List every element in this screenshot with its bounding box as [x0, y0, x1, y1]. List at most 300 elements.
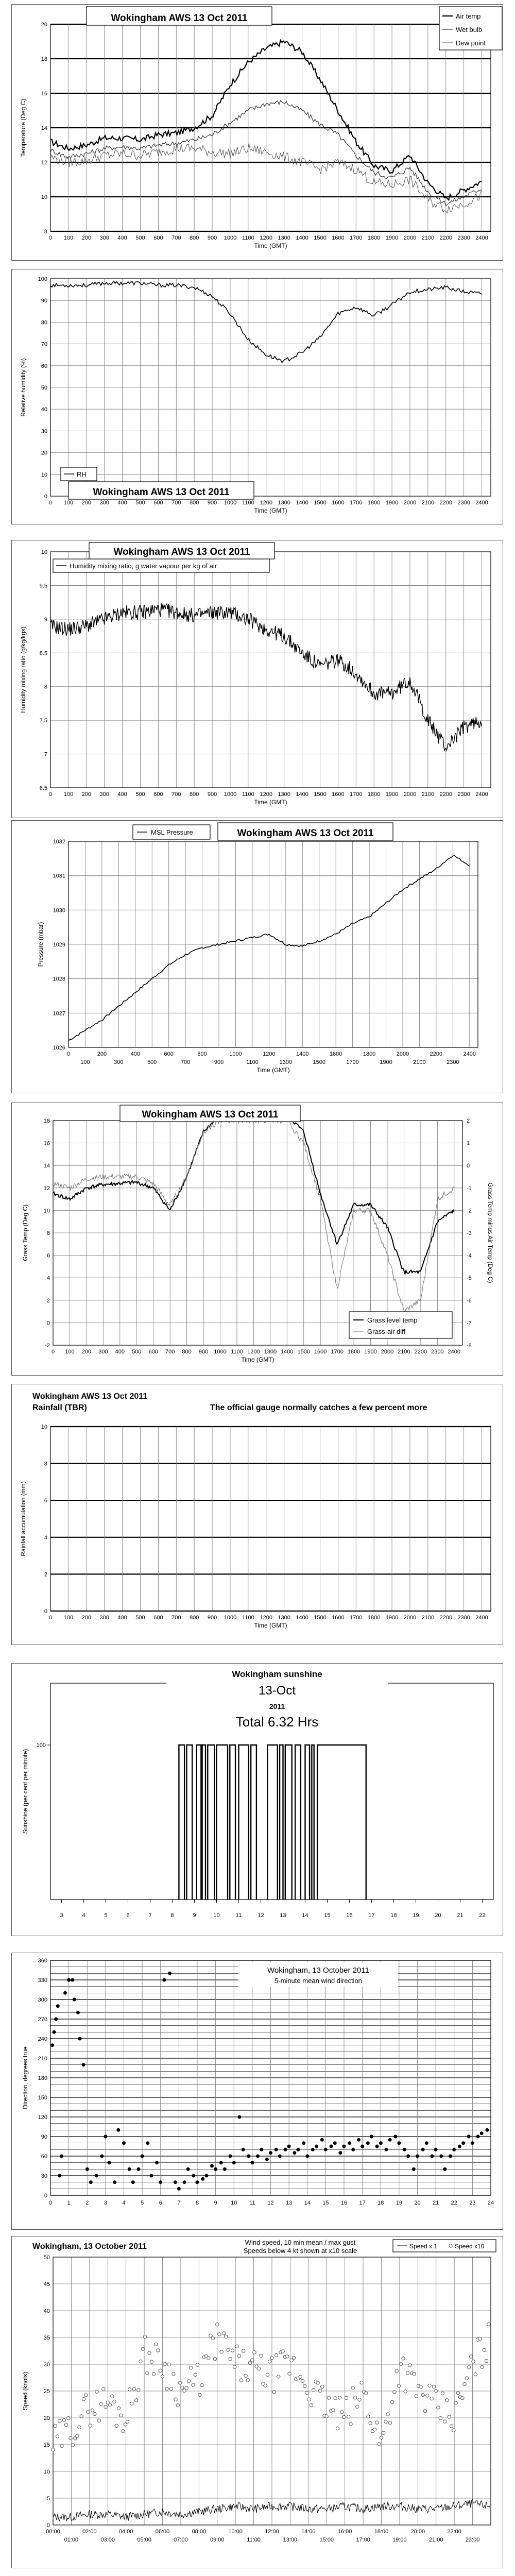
x-tick-label: 2000 — [403, 235, 417, 241]
sunshine-bar — [197, 1745, 201, 1900]
x-tick-label: 900 — [207, 500, 217, 506]
y-tick-label: 7.5 — [39, 718, 47, 724]
direction-point — [63, 1991, 67, 1995]
x-tick-label: 1100 — [231, 1349, 243, 1355]
chart-note: The official gauge normally catches a few percent more — [210, 1403, 427, 1412]
x-tick-label: 1800 — [363, 1051, 376, 1057]
direction-point — [449, 2155, 452, 2158]
speed-x10-point — [260, 2354, 263, 2357]
x-tick-label: 2200 — [430, 1051, 443, 1057]
direction-point — [89, 2180, 93, 2184]
x-tick-label: 2400 — [475, 1615, 488, 1621]
speed-x10-point — [305, 2391, 308, 2394]
x-tick-label: 300 — [99, 1615, 109, 1621]
x-tick-label: 1600 — [314, 1349, 327, 1355]
x-tick-label: 200 — [81, 791, 91, 798]
grass-temperature-chart — [12, 1103, 504, 1376]
y-tick-label: 10 — [41, 1424, 47, 1430]
direction-point — [296, 2148, 300, 2151]
speed-x10-point — [89, 2424, 92, 2427]
speed-x10-point — [244, 2374, 247, 2377]
direction-point — [113, 2180, 116, 2184]
y-tick-label: 40 — [41, 406, 47, 413]
x-tick-label: 2100 — [421, 1615, 435, 1621]
direction-point — [384, 2148, 388, 2151]
x-tick-label: 500 — [135, 235, 145, 241]
direction-point — [131, 2180, 135, 2184]
direction-point — [388, 2138, 392, 2142]
speed-x10-point — [312, 2388, 315, 2392]
legend-swatch — [449, 2244, 452, 2247]
y-tick-label: 180 — [38, 2075, 47, 2081]
y-tick-label: 4 — [44, 1534, 47, 1541]
direction-point — [250, 2161, 254, 2164]
x-tick-label: 2100 — [413, 1059, 426, 1065]
x-tick-label: 1800 — [367, 791, 381, 798]
x-tick-label: 11 — [235, 1912, 242, 1919]
x-tick-label: 500 — [147, 1059, 157, 1065]
x-tick-label: 100 — [80, 1059, 90, 1065]
y-tick-label: 6 — [46, 1252, 50, 1259]
direction-point — [284, 2148, 287, 2151]
x-tick-label: 600 — [153, 1615, 163, 1621]
direction-point — [71, 1978, 74, 1982]
x-tick-label: 900 — [198, 1349, 209, 1355]
x-tick-label: 1200 — [260, 791, 273, 798]
chart-subtitle-2: Speeds below 4 kt shown at x10 scale — [243, 2247, 357, 2255]
x-tick-label: 700 — [171, 791, 181, 798]
speed-x10-point — [456, 2392, 459, 2395]
speed-x10-point — [356, 2405, 359, 2408]
speed-x10-point — [340, 2411, 344, 2414]
direction-point — [265, 2158, 269, 2161]
temperature-chart — [12, 5, 504, 261]
x-tick-label: 05:00 — [137, 2537, 151, 2543]
x-tick-label: 1500 — [314, 235, 327, 241]
speed-x10-point — [108, 2403, 111, 2406]
x-tick-label: 13:00 — [283, 2537, 298, 2543]
speed-x10-point — [91, 2409, 94, 2412]
y2-tick-label: -6 — [467, 1297, 472, 1304]
x-tick-label: 19 — [396, 2200, 402, 2206]
direction-point — [155, 2161, 159, 2164]
x-tick-label: 9 — [193, 1912, 196, 1919]
x-tick-label: 14 — [304, 2200, 311, 2206]
y-tick-label: 8.5 — [39, 650, 47, 657]
y-tick-label: 60 — [41, 2154, 47, 2160]
x-tick-label: 200 — [81, 235, 91, 241]
legend-label: RH — [77, 470, 87, 478]
direction-point — [186, 2167, 190, 2171]
x-tick-label: 300 — [98, 1349, 108, 1355]
x-tick-label: 1100 — [242, 235, 254, 241]
direction-point — [357, 2138, 360, 2142]
x-tick-label: 21 — [457, 1912, 464, 1919]
speed-x10-point — [194, 2373, 197, 2376]
direction-point — [480, 2131, 484, 2135]
x-tick-label: 7 — [148, 1912, 152, 1919]
x-tick-label: 600 — [148, 1349, 158, 1355]
x-tick-label: 1100 — [242, 791, 254, 798]
x-tick-label: 300 — [99, 791, 109, 798]
speed-x10-point — [211, 2337, 214, 2340]
speed-x10-point — [60, 2444, 63, 2447]
speed-x10-point — [439, 2417, 442, 2420]
x-tick-label: 22 — [451, 2200, 457, 2206]
direction-point — [461, 2141, 465, 2145]
y2-tick-label: -4 — [467, 1252, 472, 1259]
speed-x10-point — [196, 2363, 199, 2366]
direction-point — [58, 2174, 61, 2178]
speed-x10-point — [342, 2415, 346, 2418]
speed-x10-point — [266, 2373, 269, 2376]
speed-x10-point — [84, 2394, 88, 2397]
x-tick-label: 1100 — [246, 1059, 259, 1065]
speed-x10-point — [406, 2371, 409, 2375]
direction-point — [287, 2145, 291, 2148]
direction-point — [305, 2155, 309, 2158]
y-tick-label: 150 — [38, 2095, 47, 2101]
direction-point — [247, 2155, 250, 2158]
x-tick-label: 14:00 — [301, 2529, 316, 2535]
x-tick-label: 1300 — [279, 1059, 293, 1065]
speed-x10-point — [64, 2424, 67, 2427]
speed-x10-point — [150, 2360, 153, 2363]
speed-x10-point — [435, 2389, 438, 2393]
x-tick-label: 1800 — [367, 1615, 381, 1621]
y2-tick-label: 2 — [467, 1118, 470, 1124]
x-tick-label: 400 — [115, 1349, 125, 1355]
speed-x10-point — [349, 2422, 352, 2426]
y-tick-label: 1028 — [53, 976, 65, 982]
x-tick-label: 1900 — [385, 791, 399, 798]
speed-x10-point — [367, 2415, 370, 2418]
x-tick-label: 1400 — [296, 235, 308, 241]
direction-point — [269, 2151, 272, 2155]
x-tick-label: 1300 — [278, 500, 290, 506]
x-tick-label: 12:00 — [265, 2529, 279, 2535]
legend-label: Air temp — [456, 12, 481, 20]
direction-point — [174, 2180, 177, 2184]
x-tick-label: 1200 — [247, 1349, 260, 1355]
x-tick-label: 2400 — [475, 235, 488, 241]
x-tick-label: 600 — [153, 235, 163, 241]
direction-point — [434, 2148, 438, 2151]
x-tick-label: 1000 — [224, 1615, 237, 1621]
speed-x10-point — [146, 2371, 149, 2375]
x-tick-label: 600 — [164, 1051, 174, 1057]
y-tick-label: 0 — [44, 494, 47, 500]
x-axis-label: Time (GMT) — [254, 1622, 287, 1629]
direction-point — [146, 2141, 149, 2145]
y-tick-label: 8 — [46, 1230, 50, 1236]
y-tick-label: 90 — [41, 2134, 47, 2140]
y-tick-label: 8 — [44, 1461, 47, 1467]
speed-x10-point — [128, 2387, 131, 2391]
speed-x10-point — [402, 2357, 405, 2360]
x-tick-label: 2400 — [448, 1349, 461, 1355]
y-tick-label: 20 — [43, 2415, 50, 2421]
x-tick-label: 5 — [141, 2200, 144, 2206]
x-tick-label: 1100 — [242, 500, 254, 506]
x-tick-label: 00:00 — [46, 2529, 60, 2535]
direction-point — [196, 2180, 199, 2184]
x-tick-label: 500 — [135, 791, 145, 798]
legend-label: Dew point — [456, 39, 486, 47]
speed-x10-point — [161, 2375, 164, 2378]
x-tick-label: 1500 — [314, 791, 327, 798]
x-tick-label: 700 — [171, 1615, 181, 1621]
x-tick-label: 100 — [63, 791, 74, 798]
speed-x10-point — [397, 2384, 400, 2387]
direction-point — [192, 2174, 195, 2178]
speed-x10-point — [377, 2442, 381, 2445]
x-tick-label: 4 — [122, 2200, 126, 2206]
speed-x10-point — [152, 2372, 155, 2376]
speed-x10-point — [400, 2362, 403, 2365]
x-tick-label: 1400 — [296, 1051, 309, 1057]
x-tick-label: 8 — [195, 2200, 199, 2206]
speed-x10-point — [176, 2404, 179, 2407]
x-tick-label: 11:00 — [247, 2537, 261, 2543]
speed-x10-point — [288, 2372, 291, 2375]
x-tick-label: 500 — [132, 1349, 142, 1355]
wind-direction-chart — [12, 1953, 504, 2230]
x-tick-label: 10:00 — [228, 2529, 243, 2535]
x-tick-label: 10 — [213, 1912, 220, 1919]
speed-x10-point — [82, 2398, 85, 2401]
speed-x10-point — [432, 2385, 435, 2388]
chart-date: 13-Oct — [258, 1684, 296, 1698]
rainfall-chart — [12, 1384, 504, 1646]
direction-point — [108, 2161, 111, 2164]
y2-tick-label: 0 — [467, 1163, 470, 1170]
x-tick-label: 0 — [48, 791, 53, 798]
sunshine-bar — [295, 1745, 301, 1900]
speed-x10-point — [358, 2398, 361, 2401]
x-tick-label: 18 — [377, 2200, 384, 2206]
y-tick-label: 5 — [46, 2496, 50, 2502]
x-tick-label: 600 — [153, 500, 163, 506]
y-axis-label: Pressure (mbar) — [37, 922, 44, 967]
speed-x10-point — [286, 2355, 289, 2358]
x-tick-label: 1900 — [385, 500, 399, 506]
mixing-ratio-chart-panel — [11, 540, 503, 818]
speed-x10-point — [470, 2355, 473, 2358]
y-axis-label: Direction, degrees true — [22, 2046, 29, 2109]
x-tick-label: 19:00 — [392, 2537, 407, 2543]
speed-x10-point — [229, 2357, 232, 2360]
x-tick-label: 16 — [346, 1912, 353, 1919]
sunshine-bar — [267, 1745, 277, 1900]
x-axis-label: Time (GMT) — [254, 799, 287, 806]
speed-x10-point — [209, 2334, 212, 2337]
speed-x10-point — [69, 2436, 72, 2439]
y2-tick-label: 1 — [467, 1140, 470, 1147]
speed-x10-point — [353, 2396, 356, 2399]
x-tick-label: 400 — [117, 235, 127, 241]
y-tick-label: 210 — [38, 2056, 47, 2062]
x-tick-label: 1400 — [296, 1615, 308, 1621]
x-tick-label: 800 — [190, 1615, 199, 1621]
y-tick-label: 2 — [46, 1297, 50, 1304]
legend-label: Grass level temp — [367, 1316, 418, 1324]
speed-x10-point — [272, 2391, 276, 2394]
x-tick-label: 1 — [67, 2200, 71, 2206]
direction-point — [85, 2167, 89, 2171]
x-tick-label: 2400 — [475, 791, 488, 798]
speed-x10-point — [321, 2385, 324, 2388]
x-tick-label: 15:00 — [319, 2537, 334, 2543]
y-tick-label: 1032 — [53, 839, 65, 845]
speed-x10-point — [104, 2405, 107, 2409]
y-tick-label: 45 — [43, 2281, 50, 2287]
speed-x10-point — [334, 2397, 337, 2400]
x-tick-label: 2300 — [431, 1349, 444, 1355]
speed-x10-point — [119, 2414, 123, 2417]
speed-x10-point — [251, 2359, 254, 2362]
direction-point — [256, 2155, 260, 2158]
y2-tick-label: -7 — [467, 1320, 472, 1327]
x-tick-label: 14 — [302, 1912, 308, 1919]
x-tick-label: 19 — [413, 1912, 419, 1919]
x-tick-label: 6 — [126, 1912, 130, 1919]
sunshine-chart-panel — [11, 1663, 503, 1936]
speed-x10-point — [76, 2434, 79, 2437]
x-tick-label: 2200 — [439, 235, 452, 241]
direction-point — [149, 2174, 153, 2178]
y-tick-label: 80 — [41, 319, 47, 326]
x-tick-label: 06:00 — [155, 2529, 170, 2535]
x-tick-label: 17 — [359, 2200, 366, 2206]
x-tick-label: 17:00 — [356, 2537, 370, 2543]
y-tick-label: 16 — [43, 1140, 50, 1147]
direction-point — [104, 2135, 107, 2139]
direction-point — [476, 2135, 480, 2139]
speed-x10-point — [487, 2323, 490, 2326]
speed-x10-point — [172, 2372, 175, 2375]
x-tick-label: 18:00 — [374, 2529, 389, 2535]
y-tick-label: 20 — [41, 450, 47, 456]
speed-x10-point — [437, 2406, 440, 2409]
speed-x10-point — [216, 2323, 219, 2326]
direction-point — [379, 2141, 383, 2145]
direction-point — [116, 2128, 120, 2132]
y-tick-label: 16 — [41, 91, 47, 97]
direction-point — [78, 2037, 82, 2041]
x-tick-label: 1700 — [346, 1059, 359, 1065]
y2-tick-label: -1 — [467, 1185, 472, 1192]
x-axis-label: Time (GMT) — [241, 1356, 274, 1363]
x-tick-label: 2300 — [457, 791, 470, 798]
direction-point — [162, 1978, 166, 1982]
direction-point — [159, 2180, 162, 2184]
y-tick-label: 1029 — [53, 942, 65, 948]
x-tick-label: 24 — [487, 2200, 494, 2206]
x-tick-label: 2 — [85, 2200, 89, 2206]
speed-x10-point — [148, 2351, 151, 2354]
direction-point — [366, 2141, 370, 2145]
speed-x10-point — [347, 2415, 350, 2418]
x-tick-label: 1400 — [296, 500, 308, 506]
y-tick-label: 30 — [43, 2362, 50, 2368]
x-tick-label: 02:00 — [82, 2529, 97, 2535]
speed-x10-point — [373, 2428, 376, 2431]
speed-x10-point — [382, 2431, 385, 2434]
x-tick-label: 9 — [214, 2200, 217, 2206]
speed-x10-point — [78, 2426, 81, 2429]
x-tick-label: 1500 — [297, 1349, 310, 1355]
speed-x10-point — [413, 2372, 416, 2376]
x-tick-label: 400 — [130, 1051, 140, 1057]
x-tick-label: 1000 — [229, 1051, 242, 1057]
chart-title: Wokingham AWS 13 Oct 2011 — [142, 1109, 279, 1120]
direction-point — [56, 2004, 60, 2008]
speed-x10-point — [472, 2360, 475, 2363]
x-tick-label: 6 — [159, 2200, 162, 2206]
speed-x10-point — [450, 2425, 453, 2428]
x-tick-label: 12 — [258, 1912, 264, 1919]
x-tick-label: 800 — [190, 235, 199, 241]
x-tick-label: 12 — [267, 2200, 274, 2206]
speed-x10-point — [426, 2394, 429, 2397]
x-tick-label: 1000 — [214, 1349, 227, 1355]
speed-x10-point — [235, 2345, 238, 2348]
speed-x10-point — [192, 2383, 195, 2386]
x-tick-label: 11 — [249, 2200, 255, 2206]
x-tick-label: 300 — [99, 500, 109, 506]
x-tick-label: 3 — [104, 2200, 107, 2206]
x-tick-label: 400 — [117, 791, 127, 798]
speed-x10-point — [95, 2390, 98, 2393]
x-tick-label: 800 — [182, 1349, 192, 1355]
speed-x10-point — [338, 2396, 341, 2399]
x-tick-label: 1300 — [278, 235, 290, 241]
x-tick-label: 1000 — [224, 235, 237, 241]
speed-x10-point — [126, 2420, 129, 2423]
legend-label: Speed x10 — [455, 2243, 485, 2250]
speed-x10-point — [365, 2392, 368, 2395]
x-tick-label: 1100 — [242, 1615, 254, 1621]
x-tick-label: 800 — [190, 500, 199, 506]
y-tick-label: 14 — [43, 1163, 50, 1170]
x-tick-label: 08:00 — [192, 2529, 207, 2535]
speed-x10-point — [303, 2384, 306, 2387]
y-tick-label: 20 — [41, 22, 47, 28]
y-tick-label: 300 — [38, 1997, 47, 2003]
sunshine-bar — [285, 1745, 292, 1900]
x-tick-label: 300 — [99, 235, 109, 241]
speed-x10-point — [185, 2386, 188, 2389]
speed-x10-point — [62, 2418, 65, 2421]
x-tick-label: 22:00 — [447, 2529, 461, 2535]
mixing-ratio-chart — [12, 540, 504, 819]
x-tick-label: 2400 — [475, 500, 488, 506]
direction-point — [50, 2043, 54, 2047]
speed-x10-point — [99, 2402, 102, 2405]
direction-point — [260, 2148, 263, 2151]
speed-x10-point — [231, 2349, 234, 2352]
direction-point — [302, 2141, 305, 2145]
speed-x10-point — [132, 2387, 135, 2391]
y-tick-label: 100 — [38, 276, 47, 282]
x-tick-label: 17 — [368, 1912, 375, 1919]
x-tick-label: 200 — [81, 1349, 92, 1355]
speed-x10-point — [167, 2363, 170, 2366]
y-tick-label: 8 — [44, 684, 47, 690]
y-tick-label: 6.5 — [39, 785, 47, 791]
y-tick-label: 18 — [41, 56, 47, 62]
